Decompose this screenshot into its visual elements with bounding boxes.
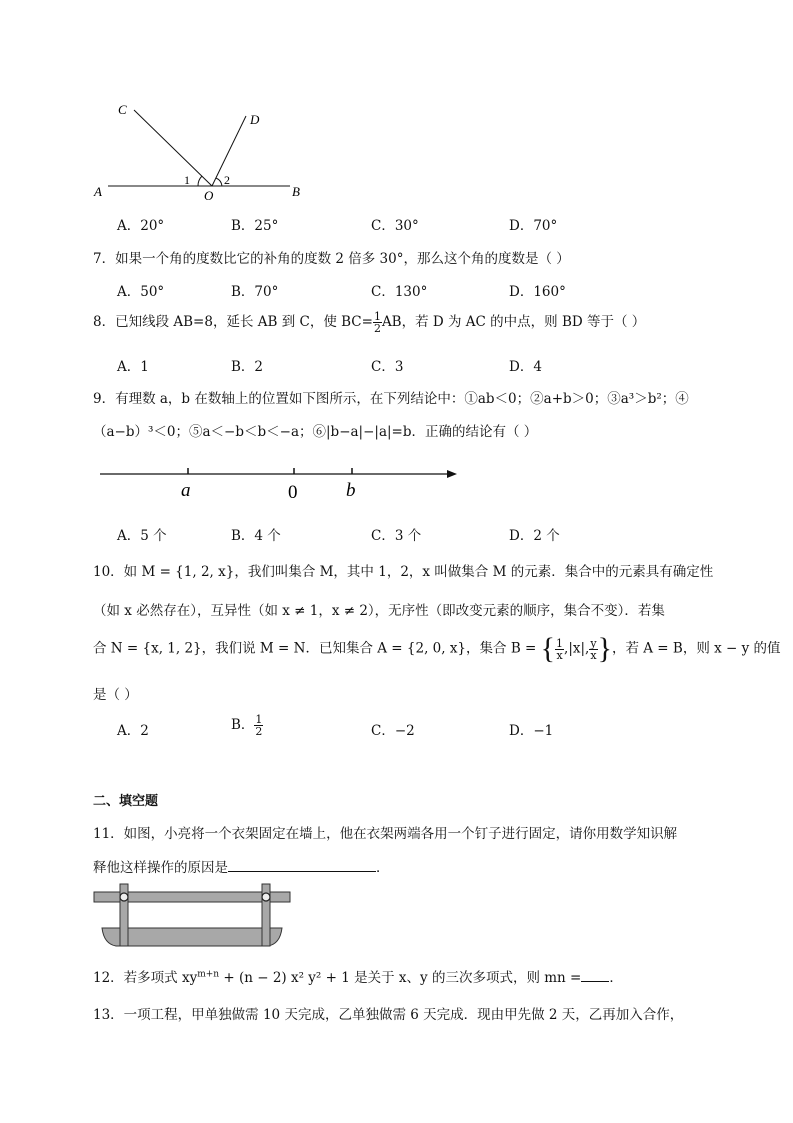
setb-fraction-1: $\frac{1}{x}$ bbox=[556, 636, 564, 662]
arrow-head bbox=[447, 470, 457, 478]
q10-optb-fraction: $\frac{1}{2}$ bbox=[255, 713, 263, 738]
label-angle-2: 2 bbox=[224, 173, 230, 187]
q10-option-a: A．2 bbox=[117, 723, 149, 739]
answer-blank[interactable] bbox=[228, 859, 376, 872]
q11-stem-line2: 释他这样操作的原因是 ． bbox=[93, 860, 390, 876]
q10-option-d: D．−1 bbox=[509, 723, 554, 739]
q6-option-b: B．25° bbox=[231, 218, 279, 234]
nail-left-icon bbox=[120, 893, 128, 901]
setb-middle: ,|x|, bbox=[564, 640, 590, 657]
label-a: A bbox=[94, 184, 102, 199]
angle-arc-2 bbox=[216, 178, 222, 186]
label-b: B bbox=[292, 184, 300, 199]
q6-option-d: D．70° bbox=[509, 218, 558, 234]
q7-stem: 7．如果一个角的度数比它的补角的度数 2 倍多 30°，那么这个角的度数是（ ） bbox=[93, 251, 570, 267]
q10-option-c: C．−2 bbox=[371, 723, 415, 739]
q8-option-d: D．4 bbox=[509, 359, 542, 375]
answer-blank[interactable] bbox=[581, 969, 609, 982]
hanger-bottom-tray bbox=[102, 928, 282, 946]
q11-stem-line1: 11．如图，小亮将一个衣架固定在墙上，他在衣架两端各用一个钉子进行固定，请你用数学知识解 bbox=[93, 826, 678, 842]
q6-option-c: C．30° bbox=[371, 218, 419, 234]
q7-option-d: D．160° bbox=[509, 284, 566, 300]
angle-figure bbox=[90, 96, 320, 206]
q10-line3-a: 合 N = {x, 1, 2}，我们说 M = N．已知集合 A = {2, 0, x}，集合 B = bbox=[93, 640, 541, 657]
section-heading: 二、填空题 bbox=[93, 794, 159, 809]
q10-stem-line4: 是（ ） bbox=[93, 687, 138, 703]
label-angle-1: 1 bbox=[184, 173, 190, 187]
nail-right-icon bbox=[262, 893, 270, 901]
q7-option-a: A．50° bbox=[117, 284, 165, 300]
q9-option-d: D．2 个 bbox=[509, 528, 560, 544]
q12-stem: 12．若多项式 $xy^{m+n} + (n - 2)$ x² y² + 1 是关于 x、y 的三次多项式，则 mn = ． bbox=[93, 969, 623, 986]
q9-stem-line2: （a−b）³＜0；⑤a＜−b＜b＜−a；⑥|b−a|−|a|=b．正确的结论有（ ） bbox=[93, 424, 538, 440]
hanger-figure bbox=[92, 882, 298, 950]
q10-stem-line1: 10．如 M = {1, 2, x}，我们叫集合 M，其中 1，2，x 叫做集合 M 的元素．集合中的元素具有确定性 bbox=[93, 564, 714, 580]
q7-option-b: B．70° bbox=[231, 284, 279, 300]
number-line bbox=[95, 460, 465, 504]
label-zero: 0 bbox=[288, 482, 298, 503]
q9-option-b: B．4 个 bbox=[231, 528, 281, 544]
q8-pre: 8．已知线段 AB=8，延长 AB 到 C，使 BC= bbox=[93, 314, 373, 330]
set-close-brace: } bbox=[597, 632, 612, 665]
q8-option-b: B．2 bbox=[231, 359, 264, 375]
q9-option-a: A．5 个 bbox=[117, 528, 167, 544]
angle-arc-1 bbox=[198, 176, 202, 186]
q9-option-c: C．3 个 bbox=[371, 528, 422, 544]
q13-stem-line1: 13．一项工程，甲单独做需 10 天完成，乙单独做需 6 天完成．现由甲先做 2 天，乙再加入合作， bbox=[93, 1007, 684, 1023]
q8-option-c: C．3 bbox=[371, 359, 404, 375]
label-b: b bbox=[346, 480, 356, 501]
q8-post: AB，若 D 为 AC 的中点，则 BD 等于（ ） bbox=[381, 314, 646, 330]
label-d: D bbox=[250, 112, 260, 127]
ray-oc bbox=[134, 110, 212, 186]
q6-option-a: A．20° bbox=[117, 218, 165, 234]
label-o: O bbox=[204, 188, 214, 203]
set-open-brace: { bbox=[540, 632, 556, 665]
q8-stem bbox=[93, 310, 645, 334]
setb-fraction-2: $\frac{y}{x}$ bbox=[590, 636, 597, 662]
q9-stem-line1: 9．有理数 a，b 在数轴上的位置如下图所示，在下列结论中：①ab＜0；②a+b＞0；③a³＞b²；④ bbox=[93, 391, 689, 407]
q10-stem-line2: （如 x 必然存在），互异性（如 x ≠ 1，x ≠ 2），无序性（即改变元素的顺序，集合不变）．若集 bbox=[93, 603, 665, 619]
q7-option-c: C．130° bbox=[371, 284, 428, 300]
q8-option-a: A．1 bbox=[117, 359, 149, 375]
label-c: C bbox=[118, 102, 127, 117]
q10-stem-line3 bbox=[93, 632, 781, 666]
q8-fraction: $\frac{1}{2}$ bbox=[373, 310, 381, 335]
label-a: a bbox=[181, 480, 191, 501]
q10-option-b: B． $\frac{1}{2}$ bbox=[231, 713, 263, 738]
q10-line3-b: ，若 A = B，则 x − y 的值 bbox=[611, 640, 781, 657]
